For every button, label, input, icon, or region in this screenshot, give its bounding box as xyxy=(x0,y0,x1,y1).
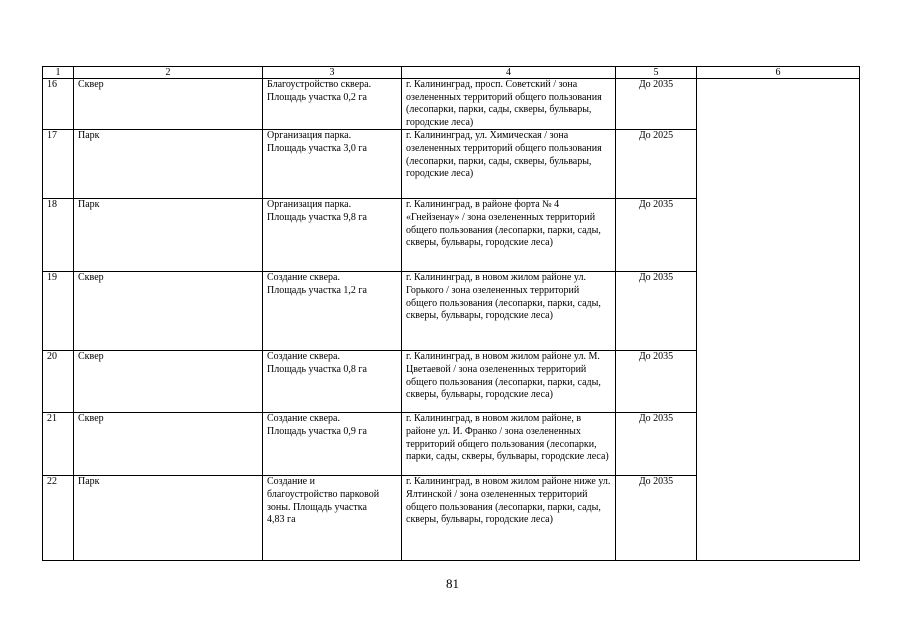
row-number: 17 xyxy=(43,130,74,199)
notes-cell xyxy=(697,79,860,561)
object-description: Создание сквера. Площадь участка 0,8 га xyxy=(263,351,402,413)
deadline: До 2035 xyxy=(616,351,697,413)
column-header-2: 2 xyxy=(74,67,263,79)
table-row xyxy=(43,79,860,130)
object-description: Организация парка. Площадь участка 9,8 га xyxy=(263,199,402,272)
object-location: г. Калининград, в новом жилом районе ул. Горького / зона озелененных территорий общего пользования (лесопарки, парки, сады, скверы, бульвары, городские леса) xyxy=(402,272,616,351)
row-number: 21 xyxy=(43,413,74,476)
column-header-1: 1 xyxy=(43,67,74,79)
column-header-4: 4 xyxy=(402,67,616,79)
object-location: г. Калининград, ул. Химическая / зона озелененных территорий общего пользования (лесопарки, парки, сады, скверы, бульвары, городские леса) xyxy=(402,130,616,199)
object-description: Благоустройство сквера. Площадь участка 0,2 га xyxy=(263,79,402,130)
row-number: 20 xyxy=(43,351,74,413)
object-location: г. Калининград, в новом жилом районе, в районе ул. И. Франко / зона озелененных территорий общего пользования (лесопарки, парки, сады, скверы, бульвары, городские леса) xyxy=(402,413,616,476)
object-type: Сквер xyxy=(74,413,263,476)
object-location: г. Калининград, в новом жилом районе ул. М. Цветаевой / зона озелененных территорий общего пользования (лесопарки, парки, сады, скверы, бульвары, городские леса) xyxy=(402,351,616,413)
object-type: Парк xyxy=(74,199,263,272)
object-location: г. Калининград, в районе форта № 4 «Гнейзенау» / зона озелененных территорий общего пользования (лесопарки, парки, сады, скверы, бульвары, городские леса) xyxy=(402,199,616,272)
table-body xyxy=(43,79,860,561)
object-location: г. Калининград, просп. Советский / зона озелененных территорий общего пользования (лесопарки, парки, сады, скверы, бульвары, городские леса) xyxy=(402,79,616,130)
object-description: Создание сквера. Площадь участка 1,2 га xyxy=(263,272,402,351)
page-number: 81 xyxy=(446,576,459,591)
object-type: Сквер xyxy=(74,272,263,351)
deadline: До 2035 xyxy=(616,79,697,130)
object-type: Сквер xyxy=(74,79,263,130)
object-type: Парк xyxy=(74,476,263,561)
row-number: 22 xyxy=(43,476,74,561)
deadline: До 2035 xyxy=(616,272,697,351)
deadline: До 2035 xyxy=(616,476,697,561)
object-location: г. Калининград, в новом жилом районе ниже ул. Ялтинской / зона озелененных территорий общего пользования (лесопарки, парки, сады, скверы, бульвары, городские леса) xyxy=(402,476,616,561)
header-row xyxy=(43,67,860,79)
deadline: До 2035 xyxy=(616,199,697,272)
deadline: До 2025 xyxy=(616,130,697,199)
deadline: До 2035 xyxy=(616,413,697,476)
object-type: Парк xyxy=(74,130,263,199)
object-type: Сквер xyxy=(74,351,263,413)
row-number: 19 xyxy=(43,272,74,351)
data-table xyxy=(42,66,860,561)
column-header-3: 3 xyxy=(263,67,402,79)
object-description: Организация парка. Площадь участка 3,0 га xyxy=(263,130,402,199)
object-description: Создание и благоустройство парковой зоны. Площадь участка 4,83 га xyxy=(263,476,402,561)
column-header-5: 5 xyxy=(616,67,697,79)
object-description: Создание сквера. Площадь участка 0,9 га xyxy=(263,413,402,476)
column-header-6: 6 xyxy=(697,67,860,79)
row-number: 16 xyxy=(43,79,74,130)
row-number: 18 xyxy=(43,199,74,272)
